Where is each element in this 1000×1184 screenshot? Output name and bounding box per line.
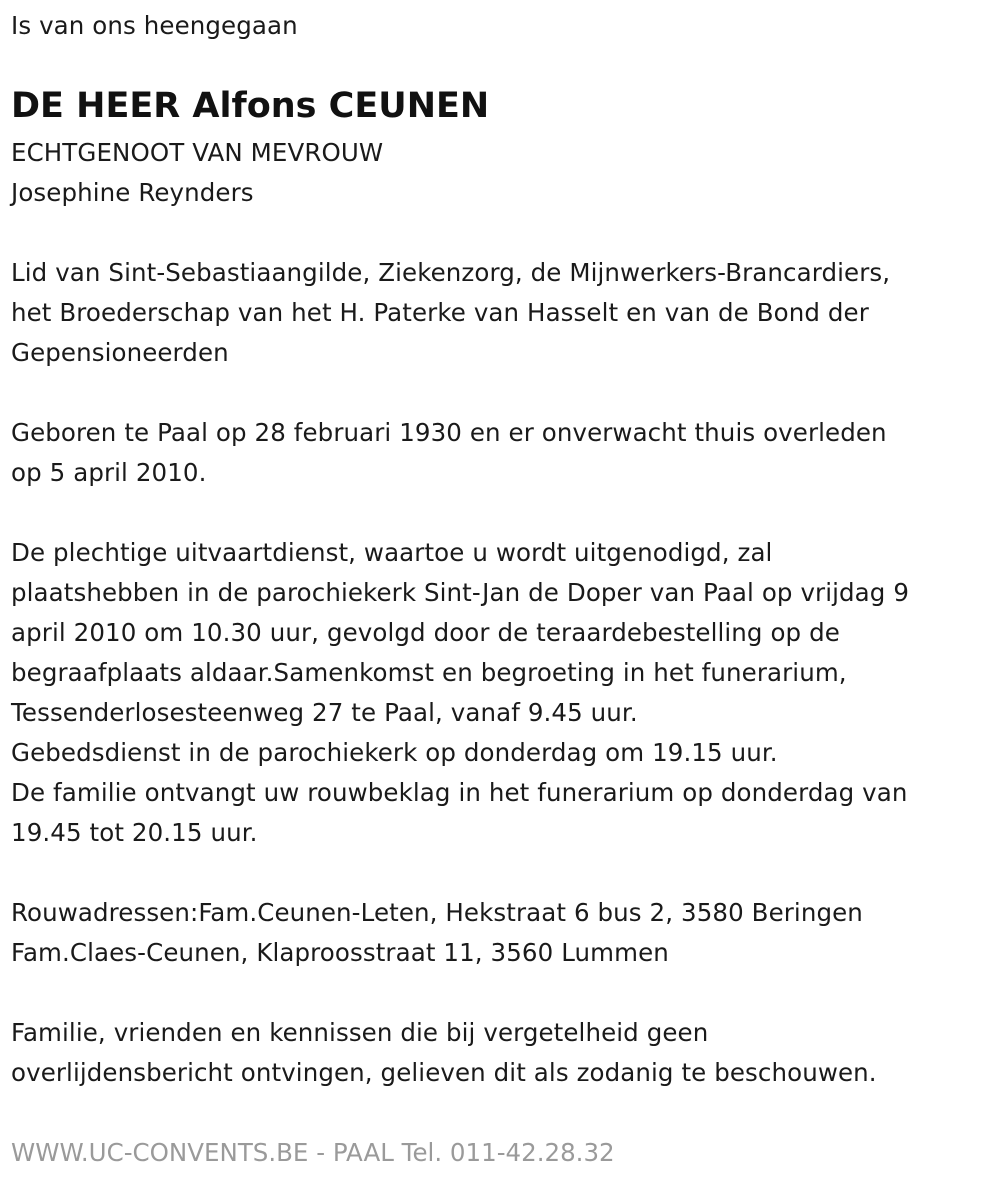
family-notice-line: overlijdensbericht ontvingen, gelieven dit als zodanig te beschouwen. xyxy=(11,1058,877,1087)
address-line: Rouwadressen:Fam.Ceunen-Leten, Hekstraat 6 bus 2, 3580 Beringen xyxy=(11,898,863,927)
service-line: De plechtige uitvaartdienst, waartoe u wordt uitgenodigd, zal xyxy=(11,538,773,567)
family-notice-section xyxy=(11,1013,877,1093)
service-line: Gebedsdienst in de parochiekerk op donderdag om 19.15 uur. xyxy=(11,738,778,767)
service-line: 19.45 tot 20.15 uur. xyxy=(11,818,258,847)
family-notice-line: Familie, vrienden en kennissen die bij vergetelheid geen xyxy=(11,1018,709,1047)
spouse-line: Josephine Reynders xyxy=(11,178,254,207)
service-line: begraafplaats aldaar.Samenkomst en begroeting in het funerarium, xyxy=(11,658,847,687)
membership-line: Lid van Sint-Sebastiaangilde, Ziekenzorg, de Mijnwerkers-Brancardiers, xyxy=(11,258,891,287)
service-line: Tessenderlosesteenweg 27 te Paal, vanaf 9.45 uur. xyxy=(11,698,638,727)
address-line: Fam.Claes-Ceunen, Klaproosstraat 11, 3560 Lummen xyxy=(11,938,669,967)
service-line: april 2010 om 10.30 uur, gevolgd door de teraardebestelling op de xyxy=(11,618,840,647)
footer-contact: WWW.UC-CONVENTS.BE - PAAL Tel. 011-42.28.32 xyxy=(11,1138,615,1167)
service-section xyxy=(11,533,909,853)
mourning-addresses-section xyxy=(11,893,863,973)
service-line: plaatshebben in de parochiekerk Sint-Jan de Doper van Paal op vrijdag 9 xyxy=(11,578,910,607)
spouse-line: ECHTGENOOT VAN MEVROUW xyxy=(11,138,384,167)
birth-death-section xyxy=(11,413,887,493)
service-line: De familie ontvangt uw rouwbeklag in het funerarium op donderdag van xyxy=(11,778,908,807)
membership-line: het Broederschap van het H. Paterke van Hasselt en van de Bond der xyxy=(11,298,869,327)
spouse-section xyxy=(11,133,383,213)
birth-death-line: Geboren te Paal op 28 februari 1930 en er onverwacht thuis overleden xyxy=(11,418,887,447)
membership-section xyxy=(11,253,890,373)
membership-line: Gepensioneerden xyxy=(11,338,229,367)
intro-text: Is van ons heengegaan xyxy=(11,11,298,40)
birth-death-line: op 5 april 2010. xyxy=(11,458,207,487)
deceased-name: DE HEER Alfons CEUNEN xyxy=(11,86,490,126)
